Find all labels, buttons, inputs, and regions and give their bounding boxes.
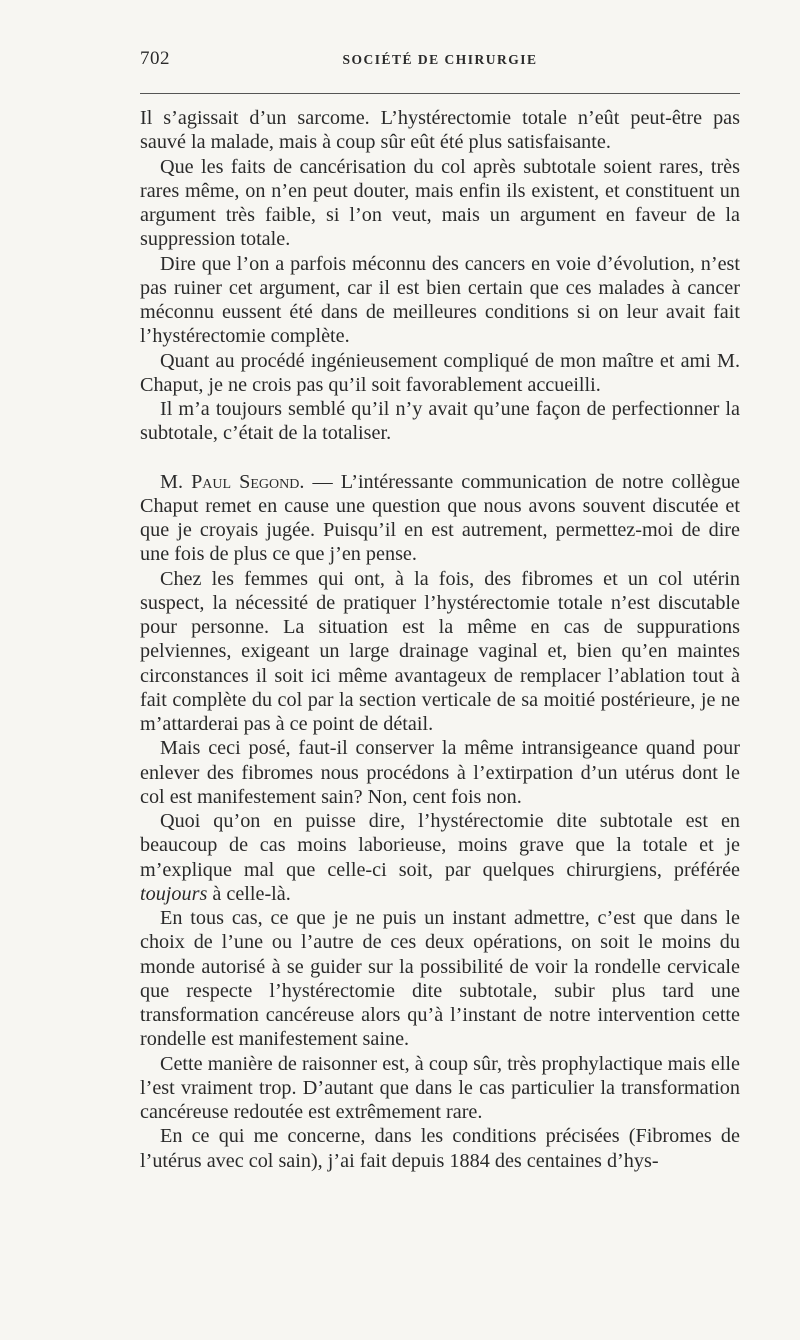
paragraph: Dire que l’on a parfois méconnu des cancers en voie d’évolution, n’est pas ruiner cet argument, car il est bien certain que ces malades à cancer méconnu eussent été dans de meilleures conditions si on leur avait fait l’hystérectomie complète. <box>140 252 740 348</box>
paragraph: Il m’a toujours semblé qu’il n’y avait qu’une façon de perfectionner la subtotale, c’était de la totaliser. <box>140 398 740 445</box>
speaker-name: Paul Segond. <box>191 470 305 493</box>
speaker-text: — L’intéressante communication de notre collègue Chaput remet en cause une question que nous avons souvent discutée et que je croyais jugée. Puisqu’il en est autrement, permettez-moi de dire une fois de plus ce que j’en pense. <box>140 470 741 566</box>
header-rule <box>140 93 740 94</box>
paragraph: Mais ceci posé, faut-il conserver la même intransigeance quand pour enlever des fibromes nous procédons à l’extirpation d’un utérus dont le col est manifestement sain? Non, cent fois non. <box>140 737 740 808</box>
speaker-prefix: M. <box>160 470 183 493</box>
paragraph-text: à celle-là. <box>207 882 291 905</box>
page-number: 702 <box>140 48 170 69</box>
paragraph: En tous cas, ce que je ne puis un instant admettre, c’est que dans le choix de l’une ou l’autre de ces deux opérations, on soit le moins du monde autorisé à se guider sur la possibilité de voir la rondelle cervicale que respecte l’hystérectomie dite subtotale, subir plus tard une transformation cancéreuse alors qu’à l’instant de notre intervention cette rondelle est manifestement saine. <box>140 907 740 1051</box>
paragraph: En ce qui me concerne, dans les conditions précisées (Fibromes de l’utérus avec col sain), j’ai fait depuis 1884 des centaines d’hys- <box>140 1125 740 1172</box>
running-title: SOCIÉTÉ DE CHIRURGIE <box>342 52 538 67</box>
emphasis-text: toujours <box>140 882 208 905</box>
paragraph: Que les faits de cancérisation du col après subtotale soient rares, très rares même, on n’en peut douter, mais enfin ils existent, et constituent un argument très faible, si l’on veut, mais un argument en faveur de la suppression totale. <box>140 155 740 251</box>
paragraph: Cette manière de raisonner est, à coup sûr, très prophylactique mais elle l’est vraiment trop. D’autant que dans le cas particulier la transformation cancéreuse redoutée est extrêmement rare. <box>140 1052 740 1123</box>
body-text <box>140 106 740 1173</box>
paragraph-text: Quoi qu’on en puisse dire, l’hystérectomie dite subtotale est en beaucoup de cas moins laborieuse, moins grave que la totale et je m’explique mal que celle-ci soit, par quelques chirurgiens, préférée <box>140 810 740 881</box>
speaker-paragraph <box>140 470 740 567</box>
page-header <box>140 48 740 74</box>
paragraph <box>140 809 740 906</box>
paragraph: Chez les femmes qui ont, à la fois, des fibromes et un col utérin suspect, la nécessité de pratiquer l’hystérectomie totale n’est discutable pour personne. La situation est la même en cas de suppurations pelviennes, exigeant un large drainage vaginal et, bien qu’en maintes circonstances il soit ici même avantageux de remplacer l’ablation tout à fait complète du col par la section verticale de sa moitié postérieure, je ne m’attarderai pas à ce point de détail. <box>140 567 740 735</box>
paragraph: Il s’agissait d’un sarcome. L’hystérectomie totale n’eût peut-être pas sauvé la malade, mais à coup sûr eût été plus satisfaisante. <box>140 107 740 154</box>
paragraph: Quant au procédé ingénieusement compliqué de mon maître et ami M. Chaput, je ne crois pas qu’il soit favorablement accueilli. <box>140 349 740 396</box>
